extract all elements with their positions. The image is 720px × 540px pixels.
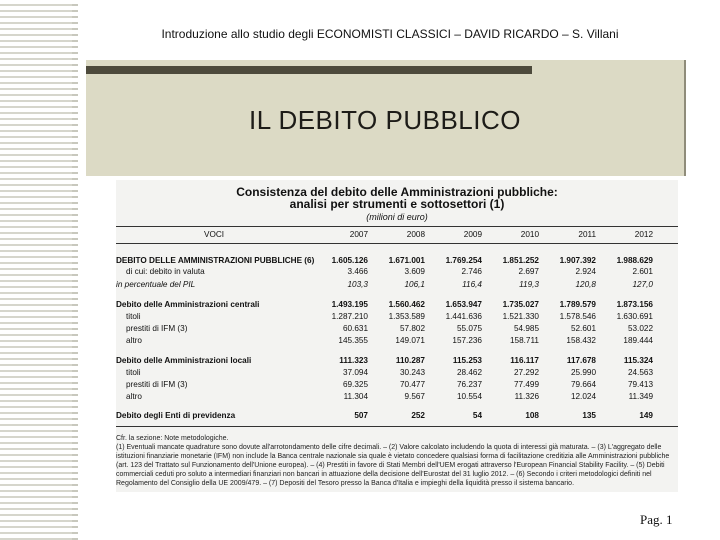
row-value: 54.985 [513, 324, 539, 333]
row-value: 2.924 [575, 267, 596, 276]
row-value: 54 [472, 411, 482, 420]
row-value: 1.521.330 [502, 312, 539, 321]
row-label: prestiti di IFM (3) [126, 380, 188, 389]
table-title-line1: Consistenza del debito delle Amministrazioni pubbliche: [236, 185, 558, 199]
table-row [116, 279, 678, 291]
table-title [116, 186, 678, 210]
row-value: 55.075 [456, 324, 482, 333]
row-value: 116.117 [510, 356, 539, 365]
row-value: 30.243 [399, 368, 425, 377]
slide-header: Introduzione allo studio degli ECONOMISTI CLASSICI – DAVID RICARDO – S. Villani [161, 27, 619, 41]
row-value: 25.990 [570, 368, 596, 377]
row-value: 28.462 [456, 368, 482, 377]
row-value: 2.697 [518, 267, 539, 276]
row-value: 103,3 [347, 280, 368, 289]
header-voci: VOCI [204, 230, 225, 239]
row-value: 111.323 [339, 356, 368, 365]
row-value: 135 [582, 411, 596, 420]
table-subtitle: (milioni di euro) [366, 212, 428, 222]
row-label: DEBITO DELLE AMMINISTRAZIONI PUBBLICHE (6) [116, 256, 315, 265]
row-label: Debito degli Enti di previdenza [116, 411, 236, 420]
row-value: 27.292 [513, 368, 539, 377]
row-value: 11.304 [343, 392, 368, 401]
row-value: 1.605.126 [331, 256, 368, 265]
table-header-rule [116, 243, 678, 244]
row-value: 149 [639, 411, 653, 420]
row-value: 1.578.546 [559, 312, 596, 321]
row-value: 252 [411, 411, 425, 420]
row-value: 2.601 [632, 267, 653, 276]
row-value: 12.024 [570, 392, 596, 401]
row-value: 1.789.579 [559, 300, 596, 309]
row-value: 127,0 [632, 280, 653, 289]
table-row [116, 266, 678, 278]
row-value: 157.236 [452, 336, 482, 345]
row-value: 1.353.589 [388, 312, 425, 321]
row-value: 116,4 [462, 280, 482, 289]
row-value: 1.988.629 [616, 256, 653, 265]
row-value: 37.094 [342, 368, 368, 377]
header-year: 2010 [520, 230, 539, 239]
header-year: 2008 [406, 230, 425, 239]
row-value: 9.567 [404, 392, 425, 401]
row-value: 57.802 [399, 324, 425, 333]
row-value: 158.432 [566, 336, 596, 345]
title-bar-accent [86, 66, 532, 74]
row-value: 60.631 [342, 324, 368, 333]
table-title-line2: analisi per strumenti e sottosettori (1) [289, 197, 505, 211]
row-value: 76.237 [456, 380, 482, 389]
table-row [116, 311, 678, 323]
row-label: prestiti di IFM (3) [126, 324, 188, 333]
row-value: 1.671.001 [388, 256, 425, 265]
table-notes: Cfr. la sezione: Note metodologiche. (1) Eventuali mancate quadrature sono dovute all'arrotondamento delle cifre decimali. – (2) Valore calcolato includendo la quota di interessi già maturata. – (3) L'aggregato delle istituzioni finanziarie monetarie (IFM) non include la Banca centrale nazionale sia quale è vietato concedere qualsiasi forma di facilitazione creditizia alle Amministrazioni pubbliche (art. 123 del Trattato sul Funzionamento dell'Unione europea). – (4) Prestiti in favore di Stati Membri dell'UEM erogati attraverso l'European Financial Stability Facility. – (5) Debiti commerciali ceduti pro soluto a intermediari finanziari non bancari in attuazione della decisione dell'Eurostat del 31 luglio 2012. – (6) Secondo i criteri metodologici definiti nel Regolamento del Consiglio della UE 2009/479. – (7) Depositi del Tesoro presso la Banca d'Italia e impieghi della liquidità presso il sistema bancario. [116, 435, 670, 487]
row-value: 507 [354, 411, 368, 420]
row-value: 79.664 [570, 380, 596, 389]
table-row [116, 335, 678, 347]
row-value: 1.493.195 [331, 300, 368, 309]
row-value: 145.355 [338, 336, 368, 345]
table-row [116, 367, 678, 379]
row-value: 1.441.636 [445, 312, 482, 321]
row-value: 1.560.462 [388, 300, 425, 309]
header-year: 2009 [463, 230, 482, 239]
row-value: 79.413 [627, 380, 653, 389]
table-row [116, 391, 678, 403]
row-label: titoli [126, 368, 141, 377]
row-value: 1.735.027 [502, 300, 539, 309]
row-value: 1.851.252 [502, 256, 539, 265]
row-value: 10.554 [456, 392, 482, 401]
row-label: di cui: debito in valuta [126, 267, 205, 276]
row-value: 70.477 [399, 380, 425, 389]
table-row [116, 299, 678, 311]
row-label: in percentuale del PIL [116, 280, 196, 289]
row-value: 2.746 [461, 267, 482, 276]
row-label: altro [126, 392, 142, 401]
row-label: altro [126, 336, 142, 345]
row-value: 119,3 [519, 280, 539, 289]
table-row [116, 323, 678, 335]
row-value: 53.022 [627, 324, 653, 333]
row-value: 149.071 [395, 336, 425, 345]
row-value: 1.287.210 [331, 312, 368, 321]
table-row [116, 379, 678, 391]
row-value: 108 [525, 411, 539, 420]
row-value: 3.466 [347, 267, 368, 276]
row-value: 52.601 [570, 324, 596, 333]
header-year: 2011 [578, 230, 596, 239]
table-top-rule [116, 226, 678, 227]
row-value: 3.609 [404, 267, 425, 276]
title-panel [86, 60, 686, 176]
debt-table [116, 180, 678, 492]
row-value: 115.253 [452, 356, 482, 365]
table-row [116, 410, 678, 422]
row-value: 120,8 [575, 280, 596, 289]
row-value: 11.326 [514, 392, 539, 401]
table-header-row [116, 229, 678, 241]
header-year: 2012 [634, 230, 653, 239]
row-label: Debito delle Amministrazioni centrali [116, 300, 260, 309]
table-row [116, 355, 678, 367]
row-value: 77.499 [513, 380, 539, 389]
row-value: 1.873.156 [616, 300, 653, 309]
row-value: 69.325 [342, 380, 368, 389]
table-bottom-rule [116, 426, 678, 427]
row-label: titoli [126, 312, 141, 321]
row-value: 1.653.947 [445, 300, 482, 309]
row-value: 1.907.392 [559, 256, 596, 265]
row-value: 24.563 [627, 368, 653, 377]
row-value: 115.324 [623, 356, 653, 365]
row-value: 1.630.691 [616, 312, 653, 321]
slide-title: IL DEBITO PUBBLICO [249, 105, 521, 135]
left-decoration [0, 0, 78, 540]
row-value: 1.769.254 [445, 256, 482, 265]
row-value: 11.349 [628, 392, 653, 401]
row-value: 189.444 [623, 336, 653, 345]
row-value: 110.287 [395, 356, 425, 365]
header-year: 2007 [349, 230, 368, 239]
row-value: 106,1 [404, 280, 425, 289]
row-value: 158.711 [510, 336, 539, 345]
page-number: Pag. 1 [640, 512, 673, 527]
row-value: 117.678 [566, 356, 596, 365]
row-label: Debito delle Amministrazioni locali [116, 356, 252, 365]
